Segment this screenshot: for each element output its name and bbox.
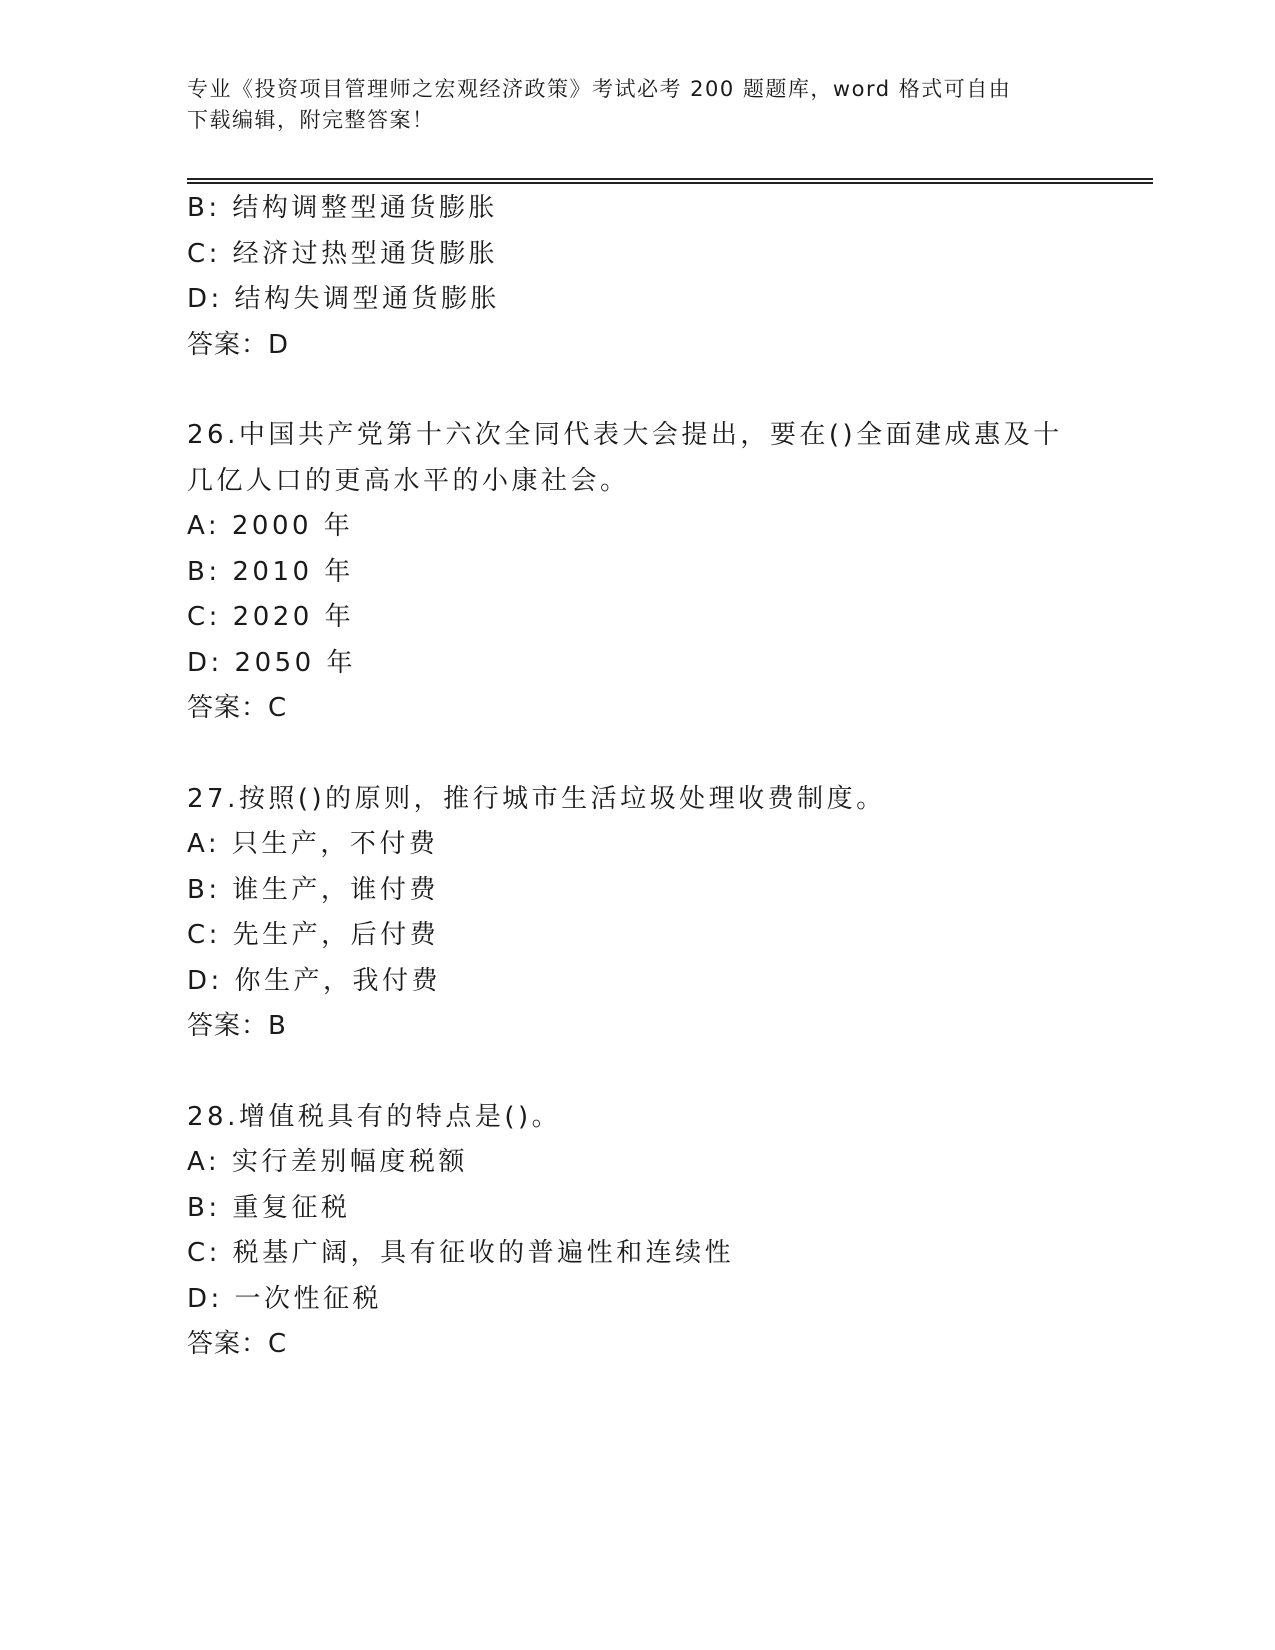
question-block-28 (187, 1095, 1087, 1368)
option-a: A: 只生产，不付费 (187, 829, 439, 859)
option-a: A: 实行差别幅度税额 (187, 1147, 468, 1177)
question-title: 28.增值税具有的特点是()。 (187, 1101, 562, 1132)
answer-value: C (268, 693, 288, 723)
option-d: D: 一次性征税 (187, 1283, 383, 1314)
answer-label: 答案： (187, 693, 269, 723)
header-divider-bottom (187, 182, 1153, 184)
option-b: B: 谁生产，谁付费 (187, 874, 439, 905)
option-b: B: 结构调整型通货膨胀 (187, 193, 498, 223)
answer-line (187, 686, 1087, 732)
header-divider-top (187, 178, 1153, 180)
question-title: 27.按照()的原则，推行城市生活垃圾处理收费制度。 (187, 783, 886, 814)
document-header (187, 74, 1067, 136)
option-d: D: 结构失调型通货膨胀 (187, 284, 501, 314)
answer-value: C (268, 1329, 288, 1359)
option-c: C: 税基广阔，具有征收的普遍性和连续性 (187, 1238, 735, 1268)
header-line-1: 专业《投资项目管理师之宏观经济政策》考试必考 200 题题库，word 格式可自由 (187, 77, 1012, 101)
option-b: B: 重复征税 (187, 1192, 351, 1223)
answer-label: 答案： (187, 329, 269, 360)
question-block-27 (187, 777, 1087, 1050)
question-block-25 (187, 186, 1087, 368)
answer-line (187, 323, 1087, 369)
option-d: D: 2050 年 (187, 647, 356, 678)
option-c: C: 先生产，后付费 (187, 920, 440, 950)
answer-label: 答案： (187, 1011, 269, 1041)
option-c: C: 经济过热型通货膨胀 (187, 238, 499, 269)
option-b: B: 2010 年 (187, 556, 354, 587)
answer-value: B (268, 1011, 287, 1041)
document-body (187, 186, 1087, 1368)
question-title: 26.中国共产党第十六次全同代表大会提出，要在()全面建成惠及十几亿人口的更高水平的小康社会。 (187, 420, 1063, 496)
option-c: C: 2020 年 (187, 602, 355, 632)
option-a: A: 2000 年 (187, 511, 354, 541)
answer-line (187, 1322, 1087, 1368)
option-d: D: 你生产，我付费 (187, 965, 442, 996)
answer-value: D (268, 329, 290, 360)
question-block-26 (187, 413, 1087, 732)
answer-label: 答案： (187, 1329, 269, 1359)
header-line-2: 下载编辑，附完整答案！ (187, 108, 435, 132)
answer-line (187, 1004, 1087, 1050)
